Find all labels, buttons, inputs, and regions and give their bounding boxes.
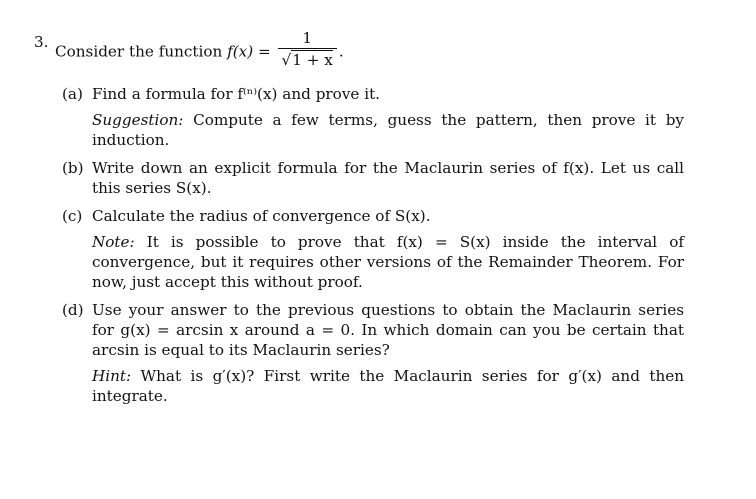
part-note xyxy=(92,232,684,292)
part-text: Write down an explicit formula for the Maclaurin series of f(x). Let us call this series S(x). xyxy=(92,159,684,197)
note-lead: Note: xyxy=(92,233,135,251)
statement-suffix: . xyxy=(338,42,344,61)
part-b xyxy=(54,158,684,198)
part-text: Use your answer to the previous questions to obtain the Maclaurin series for g(x) = arcsin x around a = 0. In which domain can you be certain that arcsin is equal to its Maclaurin series? xyxy=(92,301,684,359)
part-label: (b) xyxy=(62,159,84,177)
part-c xyxy=(54,206,684,292)
hint-lead: Hint: xyxy=(92,367,132,385)
suggestion-lead: Suggestion: xyxy=(92,111,184,129)
part-d xyxy=(54,300,684,406)
part-text: Find a formula for f⁽ⁿ⁾(x) and prove it. xyxy=(92,85,380,103)
part-hint xyxy=(92,366,684,406)
function-lhs: f(x) = xyxy=(227,42,271,61)
fraction-denominator xyxy=(278,49,337,70)
statement-prefix: Consider the function xyxy=(55,42,223,61)
fraction-numerator: 1 xyxy=(278,29,337,49)
part-text: Calculate the radius of convergence of S(x). xyxy=(92,207,431,225)
hint-text: What is g′(x)? First write the Maclaurin series for g′(x) and then integrate. xyxy=(92,367,684,405)
suggestion-text: Compute a few terms, guess the pattern, then prove it by induction. xyxy=(92,111,684,149)
part-label: (d) xyxy=(62,301,84,319)
part-label: (c) xyxy=(62,207,83,225)
note-text: It is possible to prove that f(x) = S(x) inside the interval of convergence, but it requires other versions of the Remainder Theorem. For now, just accept this without proof. xyxy=(92,233,684,291)
radical-sign: √ xyxy=(281,51,292,69)
problem-3 xyxy=(24,18,684,414)
part-label: (a) xyxy=(62,85,83,103)
function-fraction xyxy=(278,29,337,70)
part-suggestion xyxy=(92,110,684,150)
problem-number: 3. xyxy=(34,33,49,51)
part-a xyxy=(54,84,684,150)
problem-statement xyxy=(24,18,684,69)
parts-list xyxy=(54,84,684,406)
radicand: 1 + x xyxy=(292,51,333,69)
statement-text xyxy=(55,29,344,73)
